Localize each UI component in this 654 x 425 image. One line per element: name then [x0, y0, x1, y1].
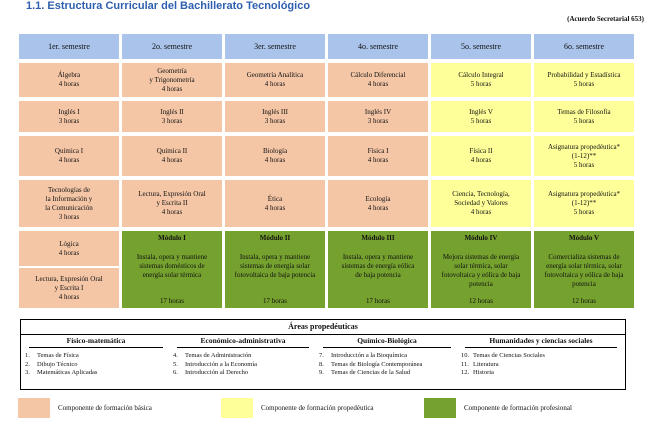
- area-item: [25, 352, 167, 361]
- semester-header: 1er. semestre: [18, 33, 120, 60]
- subject-cell: Biología 4 horas: [224, 135, 326, 177]
- area-item-label: Introducción al Derecho: [185, 369, 249, 376]
- module-cell: [533, 230, 635, 309]
- area-heading: Físico-matemática: [29, 336, 163, 348]
- area-item-label: Historia: [473, 369, 494, 376]
- area-item-number: 3.: [25, 369, 30, 376]
- semester-header: 4o. semestre: [327, 33, 429, 60]
- subject-cell: Física II 4 horas: [430, 135, 532, 177]
- module-cell: [224, 230, 326, 309]
- module-description: Comercializa sistemas de energía solar térmica, solar fotovoltaica y eólica de baja potencia: [544, 253, 624, 288]
- area-item: [461, 369, 621, 378]
- module-cell: [121, 230, 223, 309]
- semester-header: 3er. semestre: [224, 33, 326, 60]
- area-item-label: Temas de Física: [37, 352, 79, 359]
- subject-cell: Geometría Analítica 4 horas: [224, 62, 326, 98]
- area-column: [25, 336, 167, 378]
- subject-cell: Asignatura propedéutica* (1-12)** 5 horas: [533, 135, 635, 177]
- area-item-number: 7.: [319, 352, 324, 359]
- subject-cell: Ecología 4 horas: [327, 179, 429, 228]
- area-item: [173, 352, 313, 361]
- area-item-label: Literatura: [473, 360, 499, 368]
- area-item: [319, 361, 455, 370]
- semester-header: 5o. semestre: [430, 33, 532, 60]
- area-item-number: 11.: [461, 360, 469, 368]
- area-item: [173, 369, 313, 378]
- area-item-number: 12.: [461, 369, 470, 376]
- area-item-label: Temas de Ciencias de la Salud: [331, 369, 411, 376]
- module-name: Módulo II: [259, 234, 291, 242]
- acuerdo-note: (Acuerdo Secretarial 653): [567, 15, 644, 23]
- module-cell: [430, 230, 532, 309]
- areas-propedeuticas-table: [20, 319, 626, 390]
- legend-swatch: [424, 398, 456, 418]
- module-name: Módulo V: [568, 234, 600, 242]
- areas-title: Áreas propedéuticas: [288, 322, 358, 331]
- semester-header: 6o. semestre: [533, 33, 635, 60]
- page-title: 1.1. Estructura Curricular del Bachillerato Tecnológico: [26, 0, 311, 12]
- area-item: [173, 361, 313, 370]
- subject-cell: Cálculo Integral 5 horas: [430, 62, 532, 98]
- module-description: Instala, opera y mantiene sistemas de energía solar fotovoltaica de baja potencia: [234, 253, 316, 279]
- subject-cell: Asignatura propedéutica* (1-12)** 5 horas: [533, 179, 635, 228]
- area-item-label: Introducción a la Economía: [185, 360, 258, 368]
- module-hours: 12 horas: [572, 297, 596, 305]
- area-item: [461, 352, 621, 361]
- legend-swatch: [221, 398, 253, 418]
- area-item-number: 5.: [173, 360, 178, 368]
- area-item-number: 4.: [173, 352, 178, 359]
- module-hours: 17 horas: [160, 297, 184, 305]
- subject-cell: Lectura, Expresión Oral y Escrita II 4 horas: [121, 179, 223, 228]
- subject-cell: Lógica 4 horas: [18, 230, 120, 267]
- subject-cell: Geometría y Trigonometría 4 horas: [121, 62, 223, 98]
- subject-cell: Inglés IV 3 horas: [327, 100, 429, 133]
- subject-cell: Lectura, Expresión Oral y Escrita I 4 horas: [18, 267, 120, 309]
- area-item: [461, 361, 621, 370]
- module-description: Mejora sistemas de energía solar térmica, solar fotovoltaica y eólica de baja potencia: [441, 253, 521, 288]
- area-item-label: Introducción a la Bioquímica: [331, 352, 407, 359]
- area-item-label: Temas de Ciencias Sociales: [473, 352, 545, 359]
- area-item-label: Dibujo Técnico: [37, 360, 78, 368]
- subject-cell: Inglés II 3 horas: [121, 100, 223, 133]
- subject-cell: Temas de Filosofía 5 horas: [533, 100, 635, 133]
- module-hours: 17 horas: [263, 297, 287, 305]
- legend-label: Componente de formación básica: [58, 404, 152, 412]
- module-name: Módulo IV: [464, 234, 498, 242]
- area-heading: Económico-administrativa: [177, 336, 309, 348]
- area-item-number: 9.: [319, 369, 324, 376]
- area-item-number: 6.: [173, 369, 178, 376]
- subject-cell: Cálculo Diferencial 4 horas: [327, 62, 429, 98]
- area-item: [25, 361, 167, 370]
- subject-cell: Inglés V 5 horas: [430, 100, 532, 133]
- areas-separator: [21, 334, 625, 335]
- area-item: [319, 369, 455, 378]
- module-name: Módulo III: [361, 234, 395, 242]
- area-item-label: Matemáticas Aplicadas: [37, 369, 98, 376]
- subject-cell: Álgebra 4 horas: [18, 62, 120, 98]
- module-description: Instala, opera y mantiene sistemas de energía eólica de baja potencia: [341, 253, 415, 279]
- area-item-number: 1.: [25, 352, 30, 359]
- area-heading: Químico-Biológica: [323, 336, 451, 348]
- area-column: [319, 336, 455, 378]
- subject-cell: Ética 4 horas: [224, 179, 326, 228]
- module-hours: 12 horas: [469, 297, 493, 305]
- area-column: [173, 336, 313, 378]
- area-item-label: Temas de Administración: [185, 352, 252, 359]
- area-column: [461, 336, 621, 378]
- subject-cell: Inglés III 3 horas: [224, 100, 326, 133]
- subject-cell: Ciencia, Tecnología, Sociedad y Valores 4 horas: [430, 179, 532, 228]
- semester-header: 2o. semestre: [121, 33, 223, 60]
- module-hours: 17 horas: [366, 297, 390, 305]
- area-item-number: 2.: [25, 360, 30, 368]
- module-cell: [327, 230, 429, 309]
- subject-cell: Química II 4 horas: [121, 135, 223, 177]
- area-item-label: Temas de Biología Contemporánea: [331, 360, 423, 368]
- area-item-number: 8.: [319, 360, 324, 368]
- legend-label: Componente de formación profesional: [464, 404, 572, 412]
- subject-cell: Química I 4 horas: [18, 135, 120, 177]
- legend-swatch: [18, 398, 50, 418]
- subject-cell: Probabilidad y Estadística 5 horas: [533, 62, 635, 98]
- area-item-number: 10.: [461, 352, 470, 359]
- subject-cell: Tecnologías de la Información y la Comunicación 3 horas: [18, 179, 120, 228]
- subject-cell: Física I 4 horas: [327, 135, 429, 177]
- subject-cell: Inglés I 3 horas: [18, 100, 120, 133]
- area-heading: Humanidades y ciencias sociales: [465, 336, 617, 348]
- module-description: Instala, opera y mantiene sistemas domésticos de energía solar térmica: [136, 253, 208, 279]
- area-item: [319, 352, 455, 361]
- legend-label: Componente de formación propedéutica: [261, 404, 374, 412]
- module-name: Módulo I: [158, 234, 186, 242]
- area-item: [25, 369, 167, 378]
